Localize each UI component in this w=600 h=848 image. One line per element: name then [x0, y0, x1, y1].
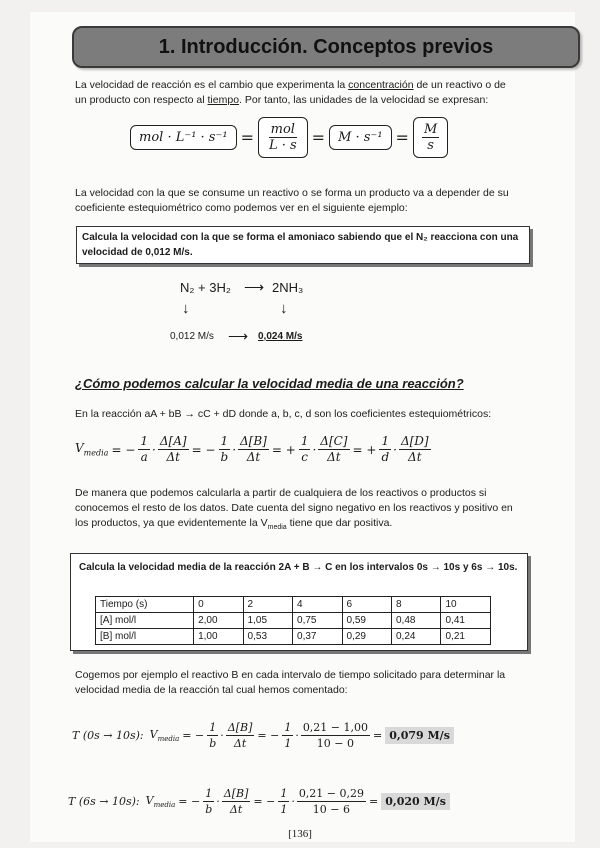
fraction-numerator: 1	[205, 787, 213, 800]
interval-label: T (0s → 10s):	[72, 729, 144, 742]
page-number: [136]	[288, 828, 312, 840]
table-cell: 1,05	[243, 613, 292, 629]
fraction-numerator: Δ[B]	[227, 721, 253, 734]
intro-paragraph	[75, 78, 535, 108]
formula-operator: = −	[257, 729, 280, 742]
equals-sign: =	[311, 128, 326, 147]
formula-operator: = −	[191, 442, 216, 457]
unit-mol-over-ls	[258, 117, 308, 158]
calculation-interval-1: T (0s → 10s): $V_{media}$ = − $\frac{1}{b}$ · $\frac{\Delta[B]}{\Delta t}$ = − $\frac{1}{1}$ · $\frac{0,21 - 1,00}{10 - 0}$ = 0,079 M/s	[72, 720, 454, 751]
fraction-numerator: 0,21 − 0,29	[298, 787, 365, 800]
table-cell: Tiempo (s)	[96, 597, 194, 613]
table-cell: 10	[441, 597, 491, 613]
fraction-numerator: 1	[300, 434, 309, 448]
intro-term-time: tiempo	[207, 94, 240, 106]
formula-operator: = −	[253, 795, 276, 808]
reactant-down-arrow: ↓	[182, 300, 190, 317]
formula-operator: = −	[178, 795, 201, 808]
fraction-numerator: 1	[284, 721, 292, 734]
table-cell: 0,53	[243, 629, 292, 645]
fraction-numerator: Δ[A]	[159, 434, 187, 448]
fraction-numerator: 1	[381, 434, 390, 448]
sign-note-paragraph	[75, 486, 545, 535]
method-line-1: Cogemos por ejemplo el reactivo B en cada intervalo de tiempo solicitado para determinar la	[75, 669, 506, 681]
calculation-interval-2: T (6s → 10s): $V_{media}$ = − $\frac{1}{b}$ · $\frac{\Delta[B]}{\Delta t}$ = − $\frac{1}{1}$ · $\frac{0,21 - 0,29}{10 - 6}$ = 0,020 M/s	[68, 786, 450, 817]
fraction-numerator: 0,21 − 1,00	[302, 721, 369, 734]
fraction-numerator: 1	[220, 434, 229, 448]
unit-m-s: M · s⁻¹	[329, 125, 391, 150]
fraction-numerator: M	[423, 122, 438, 137]
unit-mol-l-s: mol · L⁻¹ · s⁻¹	[130, 125, 237, 150]
fraction-denominator: Δt	[233, 737, 247, 750]
equals-sign: =	[395, 128, 409, 147]
table-row	[96, 629, 491, 645]
fraction-denominator: 10 − 0	[316, 737, 355, 750]
fraction-denominator: L · s	[268, 138, 297, 153]
formula-operator: = +	[352, 442, 377, 457]
product-down-arrow: ↓	[280, 300, 288, 317]
fraction-denominator: Δt	[229, 803, 243, 816]
reaction-products: 2NH₃	[272, 280, 304, 295]
sign-note-line-1: De manera que podemos calcularla a partir de cualquiera de los reactivos o productos si	[75, 487, 487, 499]
example-table-title: Calcula la velocidad media de la reacción 2A + B → C en los intervalos 0s → 10s y 6s → 10s.	[79, 562, 518, 573]
method-line-2: velocidad media de la reacción tal cual hemos comentado:	[75, 684, 348, 696]
table-cell: 0,37	[293, 629, 342, 645]
fraction-denominator: Δt	[166, 450, 180, 464]
general-reaction-text: En la reacción aA + bB → cC + dD donde a, b, c, d son los coeficientes estequiométricos:	[75, 408, 492, 420]
reaction-arrow: ⟶	[244, 279, 265, 295]
interval-label: T (6s → 10s):	[68, 795, 140, 808]
table-cell: [B] mol/l	[96, 629, 194, 645]
rate-nh3: 0,024 M/s	[258, 331, 303, 342]
multiply-dot: ·	[232, 442, 237, 457]
fraction-numerator: 1	[209, 721, 217, 734]
reaction-reactants: N₂ + 3H₂	[180, 280, 231, 295]
table-cell: 0,48	[392, 613, 441, 629]
sign-note-line-3a: los productos, ya que evidentemente la V	[75, 517, 268, 529]
intro-term-concentration: concentración	[348, 79, 414, 91]
fraction-denominator: Δt	[408, 450, 422, 464]
example-ammonia-text	[82, 230, 527, 260]
vmedia-symbol: $V_{media}$	[75, 441, 109, 458]
table-row	[96, 597, 491, 613]
fraction-denominator: 1	[284, 737, 292, 750]
formula-operator: =	[369, 795, 379, 808]
fraction-denominator: 1	[280, 803, 288, 816]
sign-note-line-2: conocemos el resto de los datos. Date cuenta del signo negativo en los reactivos y positivo en	[75, 502, 513, 514]
rate-arrow: ⟶	[228, 328, 249, 344]
vmedia-symbol: $V_{media}$	[145, 793, 176, 810]
rate-n2: 0,012 M/s	[170, 331, 214, 342]
example-ammonia-line-2: velocidad de 0,012 M/s.	[82, 247, 193, 258]
multiply-dot: ·	[152, 442, 156, 457]
stoichiometry-paragraph	[75, 186, 545, 216]
table-cell: 0,75	[293, 613, 342, 629]
table-cell: 1,00	[194, 629, 243, 645]
fraction-denominator: b	[209, 737, 217, 750]
table-cell: 4	[293, 597, 342, 613]
fraction-numerator: Δ[D]	[400, 434, 429, 448]
formula-operator: = −	[111, 442, 136, 457]
intro-text-a: La velocidad de reacción es el cambio que experimenta la	[75, 79, 349, 91]
formula-operator: = −	[182, 729, 205, 742]
heading-average-rate: ¿Cómo podemos calcular la velocidad media de una reacción?	[75, 376, 464, 391]
method-paragraph	[75, 668, 545, 698]
unit-m-over-s	[413, 117, 448, 158]
fraction-denominator: 10 − 6	[312, 803, 351, 816]
fraction-numerator: 1	[280, 787, 288, 800]
fraction-numerator: Δ[B]	[223, 787, 249, 800]
table-cell: 6	[342, 597, 391, 613]
vmedia-symbol: $V_{media}$	[149, 727, 180, 744]
fraction-denominator: c	[301, 450, 308, 464]
result-highlight: 0,079 M/s	[385, 727, 454, 744]
data-table	[95, 596, 491, 645]
table-cell: 0,21	[441, 629, 491, 645]
fraction-denominator: Δt	[246, 450, 261, 464]
table-cell: 0	[194, 597, 243, 613]
fraction-denominator: d	[381, 450, 390, 464]
formula-operator: = +	[271, 442, 296, 457]
fraction-denominator: b	[205, 803, 213, 816]
table-cell: [A] mol/l	[96, 613, 194, 629]
sign-note-line-3b: tiene que dar positiva.	[286, 517, 393, 529]
example-box-ammonia	[76, 226, 530, 264]
fraction-denominator: b	[220, 450, 229, 464]
fraction-numerator: 1	[140, 434, 149, 448]
fraction-denominator: s	[427, 138, 434, 153]
table-cell: 0,41	[441, 613, 491, 629]
multiply-dot: ·	[393, 442, 397, 457]
section-title: 1. Introducción. Conceptos previos	[72, 26, 580, 68]
intro-text-b: de un reactivo o de	[413, 79, 506, 91]
table-cell: 2	[243, 597, 292, 613]
fraction-denominator: a	[140, 450, 148, 464]
stoich-line-1: La velocidad con la que se consume un reactivo o se forma un producto va a depender de su	[75, 187, 509, 199]
vmedia-subscript: media	[267, 524, 287, 532]
example-box-table	[70, 553, 528, 651]
fraction-numerator: Δ[B]	[240, 434, 267, 448]
result-highlight: 0,020 M/s	[381, 793, 450, 810]
average-rate-formula	[75, 434, 431, 465]
multiply-dot: ·	[312, 442, 317, 457]
intro-text-c: un producto con respecto al	[75, 94, 208, 106]
table-cell: 8	[392, 597, 441, 613]
table-cell: 2,00	[194, 613, 243, 629]
table-row	[96, 613, 491, 629]
table-cell: 0,59	[342, 613, 391, 629]
formula-operator: =	[373, 729, 383, 742]
stoich-line-2: coeficiente estequiométrico como podemos ver en el siguiente ejemplo:	[75, 202, 408, 214]
table-cell: 0,24	[392, 629, 441, 645]
units-equation	[130, 117, 448, 158]
fraction-numerator: Δ[C]	[320, 434, 348, 448]
fraction-numerator: mol	[270, 122, 295, 137]
equals-sign: =	[240, 128, 254, 147]
data-table-body	[96, 597, 491, 645]
intro-text-d: . Por tanto, las unidades de la velocidad se expresan:	[239, 94, 489, 106]
table-cell: 0,29	[342, 629, 391, 645]
example-ammonia-line-1: Calcula la velocidad con la que se forma el amoniaco sabiendo que el N₂ reacciona con una	[82, 232, 519, 243]
fraction-denominator: Δt	[327, 450, 341, 464]
